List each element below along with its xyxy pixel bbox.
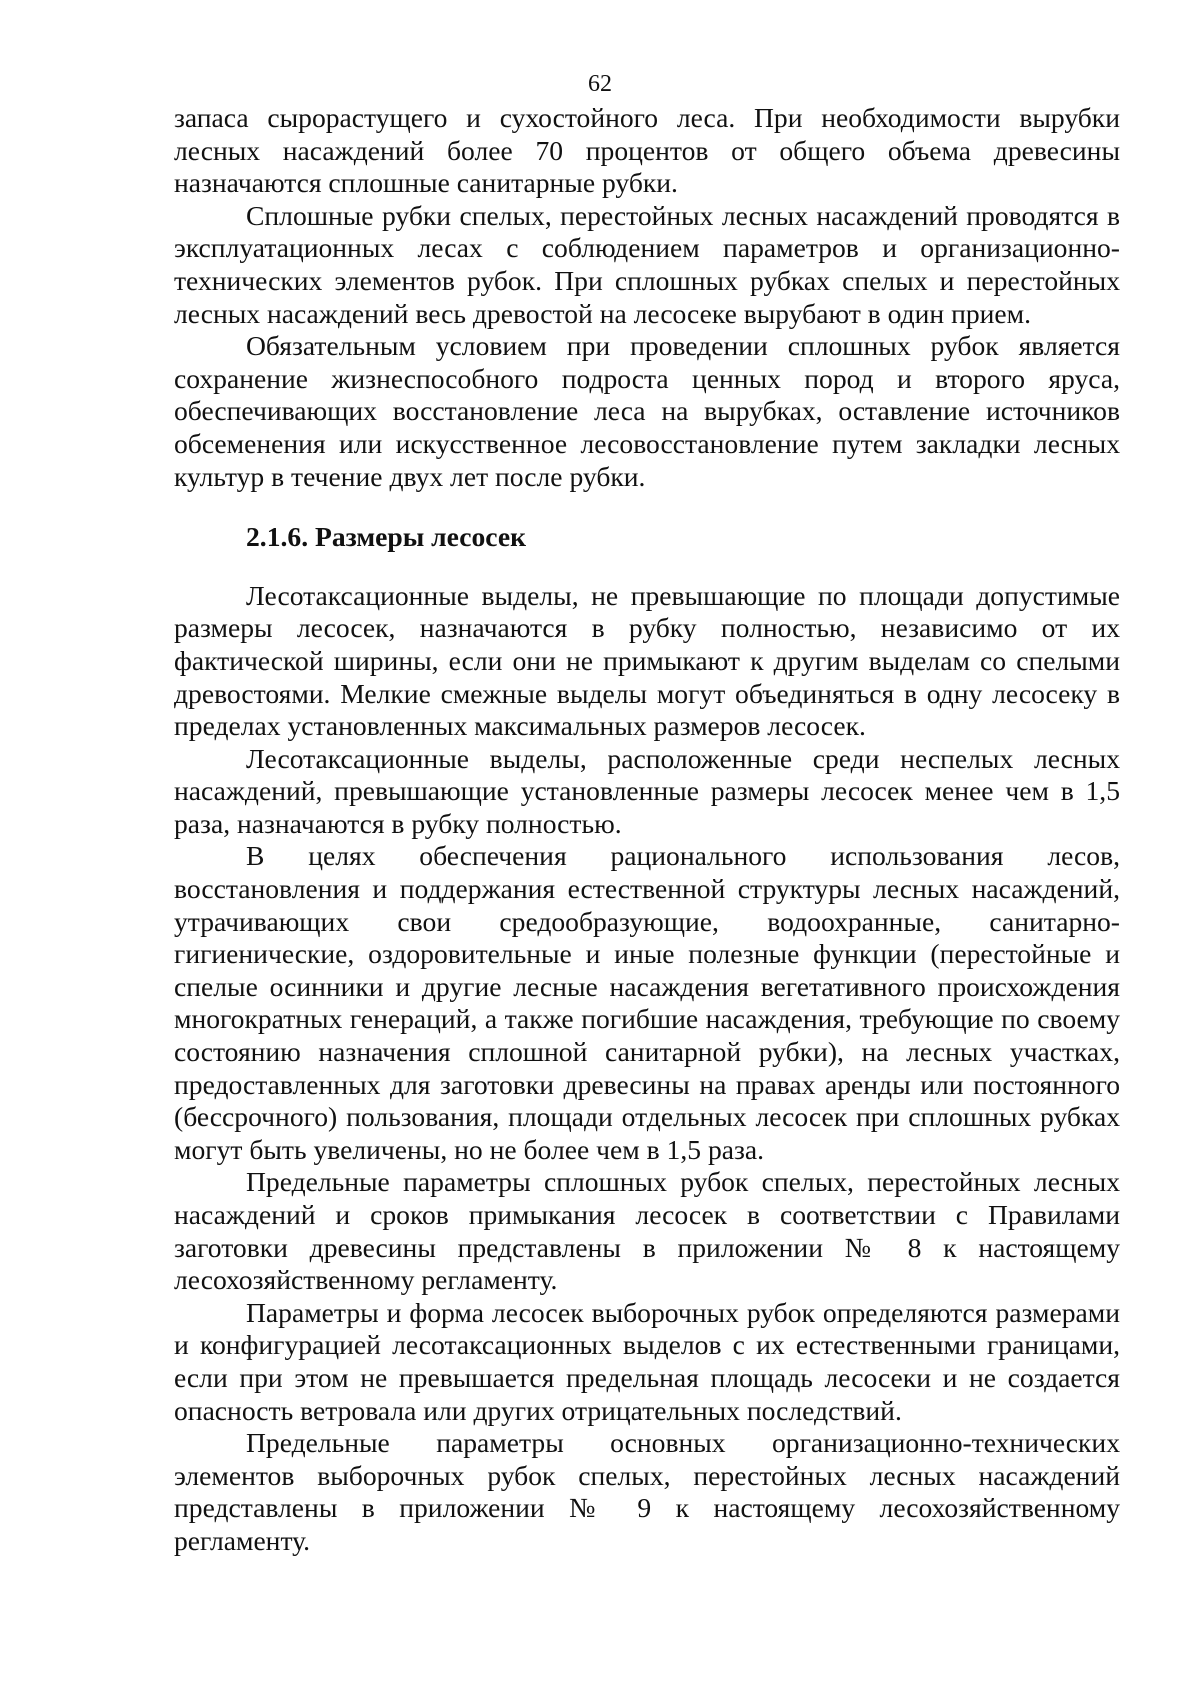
paragraph-selective-form: Параметры и форма лесосек выборочных рубок определяются размерами и конфигурацией лесотаксационных выделов с их естественными границами, если при этом не превышается предельная площадь лесосеки и не создается опасность ветровала или других отрицательных последствий. xyxy=(174,1296,1120,1426)
paragraph-immature-stands: Лесотаксационные выделы, расположенные среди неспелых лесных насаждений, превышающие установленные размеры лесосек менее чем в 1,5 раза, назначаются в рубку полностью. xyxy=(174,742,1120,839)
paragraph-forest-plots: Лесотаксационные выделы, не превышающие по площади допустимые размеры лесосек, назначаются в рубку полностью, независимо от их фактической ширины, если они не примыкают к другим выделам со спелыми древостоями. Мелкие смежные выделы могут объединяться в одну лесосеку в пределах установленных максимальных размеров лесосек. xyxy=(174,579,1120,742)
paragraph-continuation: запаса сырорастущего и сухостойного леса. При необходимости вырубки лесных насаждений более 70 процентов от общего объема древесины назначаются сплошные санитарные рубки. xyxy=(174,102,1120,199)
document-body xyxy=(174,102,1120,1558)
paragraph-mandatory-condition: Обязательным условием при проведении сплошных рубок является сохранение жизнеспособного подроста ценных пород и второго яруса, обеспечивающих восстановление леса на вырубках, оставление источников обсеменения или искусственное лесовосстановление путем закладки лесных культур в течение двух лет после рубки. xyxy=(174,330,1120,492)
page-number: 62 xyxy=(588,71,612,97)
section-heading: 2.1.6. Размеры лесосек xyxy=(246,521,527,553)
paragraph-rational-use: В целях обеспечения рационального использования лесов, восстановления и поддержания естественной структуры лесных насаждений, утрачивающих свои средообразующие, водоохранные, санитарно-гигиенические, оздоровительные и иные полезные функции (перестойные и спелые осинники и другие лесные насаждения вегетативного происхождения многократных генераций, а также погибшие насаждения, требующие по своему состоянию назначения сплошной санитарной рубки), на лесных участках, предоставленных для заготовки древесины на правах аренды или постоянного (бессрочного) пользования, площади отдельных лесосек при сплошных рубках могут быть увеличены, но не более чем в 1,5 раза. xyxy=(174,840,1120,1165)
paragraph-limit-parameters-selective: Предельные параметры основных организационно-технических элементов выборочных рубок спелых, перестойных лесных насаждений представлены в приложении № 9 к настоящему лесохозяйственному регламенту. xyxy=(174,1427,1120,1556)
paragraph-limit-parameters-clear: Предельные параметры сплошных рубок спелых, перестойных лесных насаждений и сроков примыкания лесосек в соответствии с Правилами заготовки древесины представлены в приложении № 8 к настоящему лесохозяйственному регламенту. xyxy=(174,1166,1120,1296)
paragraph-clear-cutting: Сплошные рубки спелых, перестойных лесных насаждений проводятся в эксплуатационных лесах с соблюдением параметров и организационно-технических элементов рубок. При сплошных рубках спелых и перестойных лесных насаждений весь древостой на лесосеке вырубают в один прием. xyxy=(174,199,1120,329)
